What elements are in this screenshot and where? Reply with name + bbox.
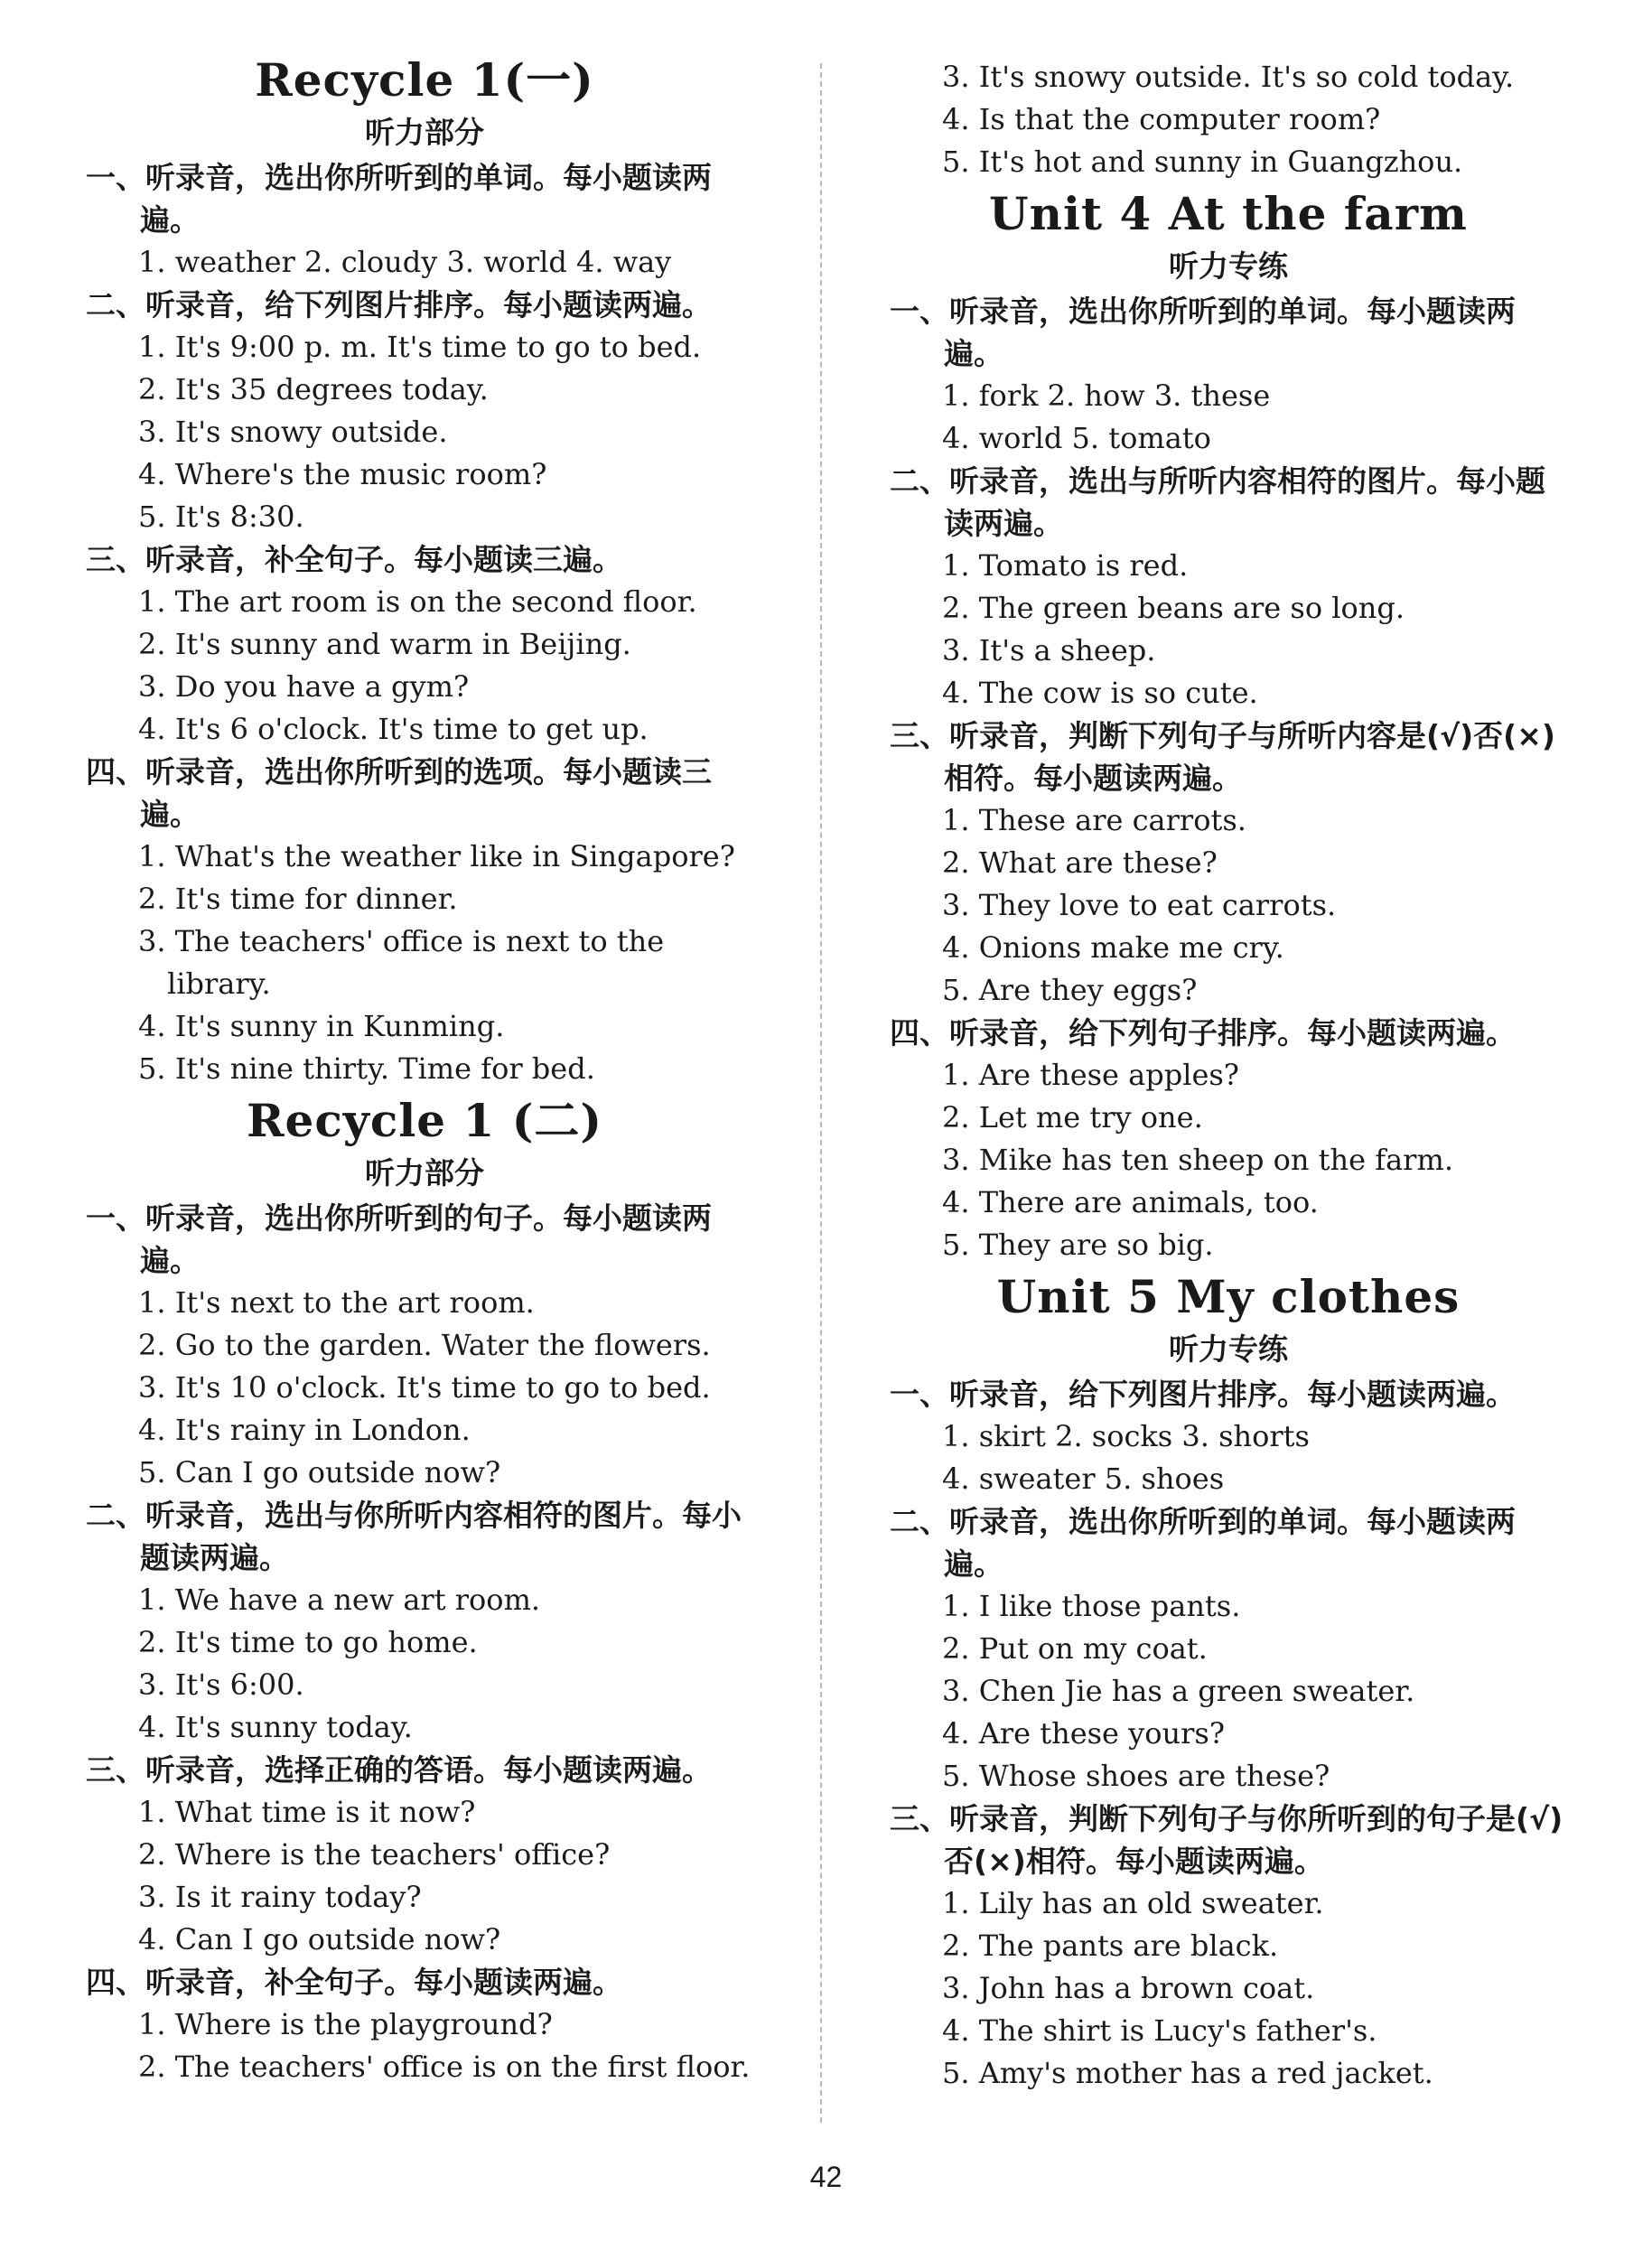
list-item: 3. It's snowy outside.: [138, 415, 448, 449]
section-heading: 四、听录音，选出你所听到的选项。每小题读三遍。: [86, 754, 712, 832]
list-item: 3. It's 10 o'clock. It's time to go to bed.: [138, 1370, 711, 1405]
right-column: [890, 56, 1567, 2095]
list-item: 1. Tomato is red.: [942, 548, 1189, 583]
section-heading: 四、听录音，给下列句子排序。每小题读两遍。: [890, 1015, 1516, 1051]
list-item: 4. Is that the computer room?: [942, 102, 1381, 136]
list-item: 2. Go to the garden. Water the flowers.: [138, 1328, 711, 1362]
list-item: 1. What's the weather like in Singapore?: [138, 839, 735, 873]
unit5-subtitle: 听力专练: [1169, 1331, 1288, 1367]
section-heading: 三、听录音，补全句子。每小题读三遍。: [86, 542, 622, 577]
recycle1-part1-subtitle: 听力部分: [365, 115, 484, 150]
list-item: 2. It's 35 degrees today.: [138, 372, 489, 406]
list-item: 2. It's sunny and warm in Beijing.: [138, 627, 631, 661]
section-heading: 三、听录音，判断下列句子与所听内容是(√)否(×)相符。每小题读两遍。: [890, 718, 1555, 796]
list-item: 4. There are animals, too.: [942, 1185, 1319, 1219]
list-item: 4. sweater 5. shoes: [942, 1462, 1225, 1496]
recycle1-part1-title: Recycle 1(一): [255, 53, 594, 107]
list-item: 4. Onions make me cry.: [942, 930, 1284, 965]
list-item: 1. What time is it now?: [138, 1795, 476, 1829]
list-item: 5. Are they eggs?: [942, 973, 1198, 1007]
section-heading: 三、听录音，选择正确的答语。每小题读两遍。: [86, 1752, 712, 1788]
list-item: 3. It's 6:00.: [138, 1667, 304, 1702]
list-item: 2. Where is the teachers' office?: [138, 1837, 611, 1872]
unit4-title: Unit 4 At the farm: [989, 187, 1468, 240]
list-item: 4. Where's the music room?: [138, 457, 547, 491]
recycle1-part2-subtitle: 听力部分: [365, 1155, 484, 1191]
list-item: 4. It's sunny in Kunming.: [138, 1009, 505, 1043]
list-item: 1. I like those pants.: [942, 1589, 1241, 1623]
list-item: 4. It's rainy in London.: [138, 1413, 471, 1447]
section-heading: 二、听录音，选出与所听内容相符的图片。每小题读两遍。: [890, 463, 1545, 541]
list-item: 1. skirt 2. socks 3. shorts: [942, 1419, 1310, 1453]
list-item: 1. We have a new art room.: [138, 1583, 541, 1617]
list-item: 3. It's a sheep.: [942, 633, 1156, 668]
list-item: 4. world 5. tomato: [942, 421, 1211, 455]
section-heading: 一、听录音，给下列图片排序。每小题读两遍。: [890, 1377, 1516, 1412]
list-item: 3. It's snowy outside. It's so cold today.: [942, 60, 1515, 94]
list-item: 1. weather 2. cloudy 3. world 4. way: [138, 245, 672, 279]
recycle1-part2-title: Recycle 1 (二): [246, 1094, 603, 1147]
section-heading: 四、听录音，补全句子。每小题读两遍。: [86, 1965, 622, 2000]
left-column: [86, 50, 763, 2088]
list-item: 5. Amy's mother has a red jacket.: [942, 2056, 1433, 2090]
page-number: 42: [809, 2161, 843, 2193]
list-item: 3. Do you have a gym?: [138, 669, 470, 704]
list-item: 2. The pants are black.: [942, 1928, 1279, 1963]
section-heading: 二、听录音，给下列图片排序。每小题读两遍。: [86, 287, 712, 322]
list-item: 2. Let me try one.: [942, 1100, 1203, 1135]
list-item: 3. They love to eat carrots.: [942, 888, 1337, 922]
section-heading: 三、听录音，判断下列句子与你所听到的句子是(√)否(×)相符。每小题读两遍。: [890, 1801, 1563, 1879]
list-item: 1. fork 2. how 3. these: [942, 378, 1271, 413]
list-item: 5. It's 8:30.: [138, 500, 304, 534]
list-item: 4. The shirt is Lucy's father's.: [942, 2013, 1377, 2048]
list-item: 2. It's time for dinner.: [138, 882, 458, 916]
list-item: 3. The teachers' office is next to the library.: [138, 924, 665, 1001]
list-item: 1. It's next to the art room.: [138, 1285, 535, 1320]
list-item: 5. Whose shoes are these?: [942, 1759, 1330, 1793]
list-item: 5. Can I go outside now?: [138, 1455, 501, 1490]
list-item: 2. Put on my coat.: [942, 1631, 1208, 1666]
list-item: 3. John has a brown coat.: [942, 1971, 1315, 2005]
list-item: 4. It's sunny today.: [138, 1710, 413, 1744]
list-item: 4. Are these yours?: [942, 1716, 1225, 1751]
column-divider: [820, 63, 822, 2123]
section-heading: 一、听录音，选出你所听到的句子。每小题读两遍。: [86, 1200, 712, 1278]
list-item: 5. It's nine thirty. Time for bed.: [138, 1051, 595, 1086]
list-item: 5. It's hot and sunny in Guangzhou.: [942, 145, 1463, 179]
section-heading: 二、听录音，选出你所听到的单词。每小题读两遍。: [890, 1504, 1516, 1582]
list-item: 4. Can I go outside now?: [138, 1922, 501, 1956]
list-item: 2. The teachers' office is on the first floor.: [138, 2050, 751, 2084]
unit4-subtitle: 听力专练: [1169, 248, 1288, 284]
list-item: 1. It's 9:00 p. m. It's time to go to bed.: [138, 330, 702, 364]
section-heading: 一、听录音，选出你所听到的单词。每小题读两遍。: [890, 294, 1516, 371]
unit5-title: Unit 5 My clothes: [996, 1270, 1461, 1323]
list-item: 3. Chen Jie has a green sweater.: [942, 1674, 1415, 1708]
list-item: 2. What are these?: [942, 845, 1218, 880]
list-item: 4. It's 6 o'clock. It's time to get up.: [138, 712, 649, 746]
list-item: 3. Mike has ten sheep on the farm.: [942, 1143, 1453, 1177]
section-heading: 二、听录音，选出与你所听内容相符的图片。每小题读两遍。: [86, 1498, 742, 1575]
list-item: 3. Is it rainy today?: [138, 1880, 422, 1914]
list-item: 2. It's time to go home.: [138, 1625, 478, 1659]
list-item: 1. Lily has an old sweater.: [942, 1886, 1324, 1920]
list-item: 1. The art room is on the second floor.: [138, 584, 697, 619]
list-item: 2. The green beans are so long.: [942, 591, 1405, 625]
section-heading: 一、听录音，选出你所听到的单词。每小题读两遍。: [86, 160, 712, 238]
list-item: 4. The cow is so cute.: [942, 676, 1258, 710]
list-item: 5. They are so big.: [942, 1228, 1214, 1262]
list-item: 1. Are these apples?: [942, 1058, 1239, 1092]
list-item: 1. These are carrots.: [942, 803, 1246, 837]
list-item: 1. Where is the playground?: [138, 2007, 553, 2041]
